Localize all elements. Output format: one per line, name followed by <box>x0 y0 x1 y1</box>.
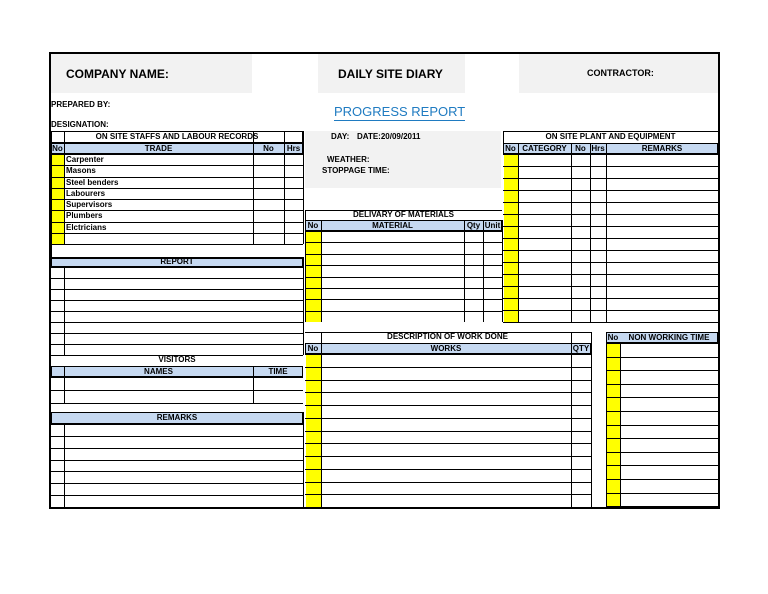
delivery-col-no: No <box>307 221 319 230</box>
grid-line <box>606 506 718 507</box>
grid-line <box>305 311 502 312</box>
grid-line <box>305 277 502 278</box>
grid-line <box>51 448 303 449</box>
grid-line <box>305 405 591 406</box>
grid-line <box>483 220 484 322</box>
grid-line <box>590 143 591 322</box>
nonworking-col-no: No <box>607 333 619 342</box>
plant-col-hrs: Hrs <box>591 144 605 153</box>
grid-line <box>503 286 718 287</box>
staff-trade-cell: Elctricians <box>66 222 107 232</box>
grid-line <box>606 370 718 371</box>
staff-trade-cell: Supervisors <box>66 200 113 209</box>
grid-line <box>571 143 572 322</box>
grid-line <box>606 143 607 322</box>
grid-line <box>606 384 718 385</box>
grid-line <box>305 469 591 470</box>
grid-line <box>64 424 65 507</box>
grid-line <box>503 166 718 167</box>
staff-col-count: No <box>263 144 274 153</box>
grid-line <box>305 431 591 432</box>
plant-title: ON SITE PLANT AND EQUIPMENT <box>545 132 676 141</box>
grid-line <box>303 412 304 507</box>
remarks-title: REMARKS <box>156 413 198 422</box>
delivery-col-material: MATERIAL <box>372 221 413 230</box>
delivery-col-qty: Qty <box>466 221 481 230</box>
grid-line <box>284 131 285 244</box>
grid-line <box>305 288 502 289</box>
grid-line <box>503 310 718 311</box>
grid-line <box>503 238 718 239</box>
grid-line <box>503 322 718 323</box>
staff-trade-cell: Labourers <box>66 188 106 198</box>
grid-line <box>51 507 303 508</box>
grid-line <box>305 242 502 243</box>
grid-line <box>51 377 303 378</box>
date-label: DATE:20/09/2011 <box>357 132 421 141</box>
grid-line <box>503 214 718 215</box>
grid-line <box>305 418 591 419</box>
grid-line <box>253 131 254 244</box>
staff-trade-cell: Steel benders <box>66 177 119 187</box>
grid-line <box>51 424 303 425</box>
grid-line <box>503 226 718 227</box>
staff-col-trade: TRADE <box>144 144 173 153</box>
grid-line <box>503 262 718 263</box>
prepared-by-label: PREPARED BY: <box>51 100 111 109</box>
grid-line <box>606 452 718 453</box>
grid-line <box>51 278 303 279</box>
grid-line <box>64 131 65 244</box>
grid-line <box>591 332 592 507</box>
work-title: DESCRIPTION OF WORK DONE <box>387 332 508 341</box>
grid-line <box>51 289 303 290</box>
grid-line <box>571 332 572 507</box>
grid-line <box>51 300 303 301</box>
grid-line <box>51 460 303 461</box>
plant-col-remarks: REMARKS <box>641 144 683 153</box>
plant-col-category: CATEGORY <box>522 144 567 153</box>
grid-line <box>305 299 502 300</box>
progress-report-title: PROGRESS REPORT <box>334 104 466 119</box>
grid-line <box>305 265 502 266</box>
grid-line <box>464 220 465 322</box>
grid-line <box>606 411 718 412</box>
grid-line <box>305 456 591 457</box>
grid-line <box>606 425 718 426</box>
delivery-title: DELIVARY OF MATERIALS <box>352 210 455 219</box>
grid-line <box>305 380 591 381</box>
grid-line <box>51 390 303 391</box>
grid-line <box>51 311 303 312</box>
grid-line <box>303 131 304 244</box>
grid-line <box>518 143 519 322</box>
grid-line <box>620 343 621 507</box>
grid-line <box>503 250 718 251</box>
work-col-no: No <box>307 344 319 353</box>
grid-line <box>253 366 254 403</box>
grid-line <box>64 267 65 355</box>
grid-line <box>305 231 502 232</box>
grid-line <box>503 154 718 155</box>
grid-line <box>606 493 718 494</box>
grid-line <box>503 298 718 299</box>
plant-col-count: No <box>575 144 586 153</box>
grid-line <box>305 367 591 368</box>
plant-col-no: No <box>505 144 516 153</box>
grid-line <box>51 344 303 345</box>
grid-line <box>606 332 607 507</box>
report-title: REPORT <box>160 257 194 266</box>
visitors-title: VISITORS <box>158 355 196 364</box>
grid-line <box>51 333 303 334</box>
grid-line <box>321 332 322 507</box>
grid-line <box>503 202 718 203</box>
delivery-col-unit: Unit <box>484 221 501 230</box>
work-col-works: WORKS <box>430 344 462 353</box>
designation-label: DESIGNATION: <box>51 120 109 129</box>
staff-trade-cell: Masons <box>66 166 96 176</box>
contractor-label: CONTRACTOR: <box>587 68 654 78</box>
grid-line <box>606 397 718 398</box>
grid-line <box>503 178 718 179</box>
day-label: DAY: <box>331 132 350 141</box>
grid-line <box>503 190 718 191</box>
grid-line <box>321 220 322 322</box>
staff-col-hrs: Hrs <box>286 144 301 153</box>
grid-line <box>305 443 591 444</box>
grid-line <box>305 507 591 508</box>
diary-title: DAILY SITE DIARY <box>338 67 443 81</box>
visitors-col-time: TIME <box>268 367 288 376</box>
grid-line <box>51 322 303 323</box>
grid-line <box>305 392 591 393</box>
grid-line <box>305 210 306 322</box>
grid-line <box>303 257 304 355</box>
grid-line <box>606 343 718 344</box>
work-col-qty: QTY <box>572 344 590 353</box>
grid-line <box>64 366 65 403</box>
grid-line <box>305 354 591 355</box>
grid-line <box>305 254 502 255</box>
weather-label: WEATHER: <box>327 155 370 164</box>
grid-line <box>305 494 591 495</box>
grid-line <box>502 220 503 322</box>
grid-line <box>51 244 303 245</box>
grid-line <box>305 332 591 333</box>
grid-line <box>51 131 52 257</box>
visitors-col-names: NAMES <box>144 367 173 376</box>
grid-line <box>51 483 303 484</box>
nonworking-title: NON WORKING TIME <box>628 333 710 342</box>
staff-trade-cell: Carpenter <box>66 155 104 164</box>
grid-line <box>51 233 303 234</box>
stoppage-time-label: STOPPAGE TIME: <box>322 166 390 175</box>
grid-line <box>51 403 303 404</box>
grid-line <box>51 471 303 472</box>
grid-line <box>606 465 718 466</box>
grid-line <box>51 267 303 268</box>
staff-trade-cell: Plumbers <box>66 211 103 221</box>
staff-title: ON SITE STAFFS AND LABOUR RECORDS <box>95 132 259 141</box>
grid-line <box>606 438 718 439</box>
grid-line <box>51 495 303 496</box>
grid-line <box>51 436 303 437</box>
grid-line <box>305 210 502 211</box>
grid-line <box>606 357 718 358</box>
staff-col-no: No <box>52 144 63 153</box>
company-name-label: COMPANY NAME: <box>66 67 169 81</box>
grid-line <box>606 479 718 480</box>
grid-line <box>305 482 591 483</box>
grid-line <box>503 274 718 275</box>
